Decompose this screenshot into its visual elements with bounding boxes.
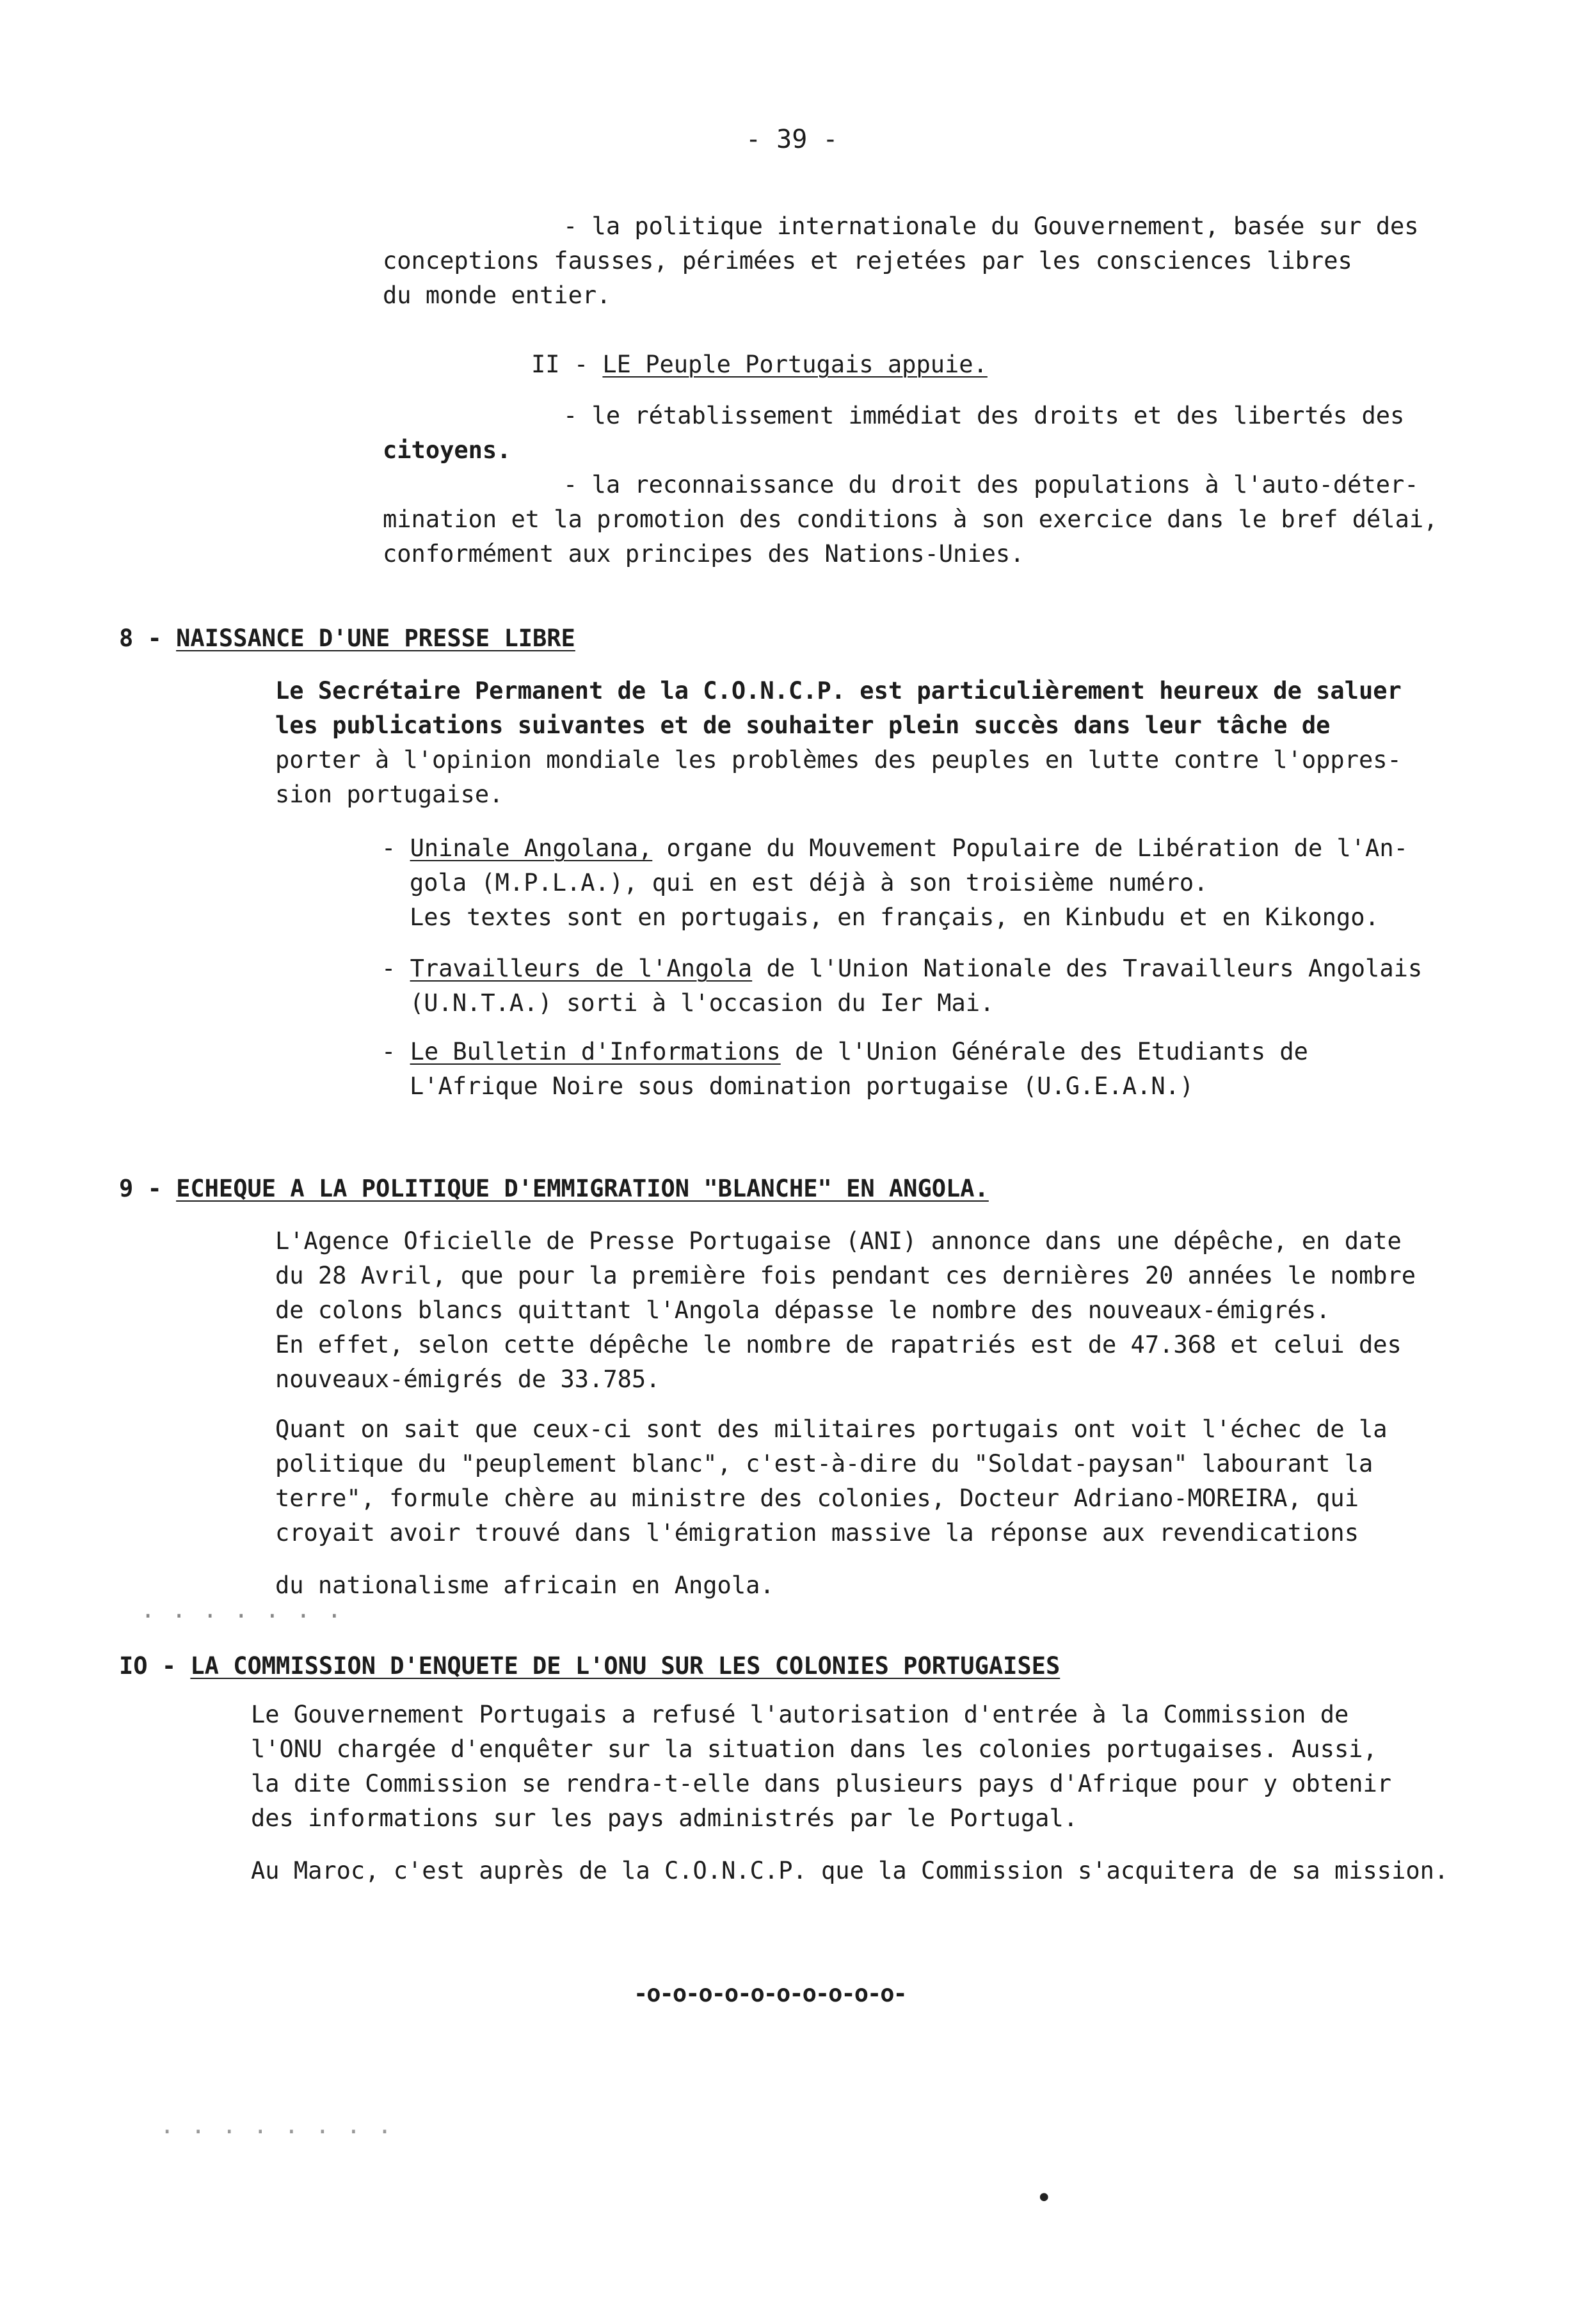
scan-artifact-dot: • <box>1036 2182 1054 2215</box>
publication-item-3-line-2: L'Afrique Noire sous domination portugaise (U.G.E.A.N.) <box>410 1072 1194 1100</box>
section-9-para1-line-3: de colons blancs quittant l'Angola dépasse le nombre des nouveaux-émigrés. <box>275 1296 1331 1324</box>
section-9-number: 9 - <box>119 1175 177 1202</box>
section-8-heading <box>119 625 575 653</box>
publication-title-3: Le Bulletin d'Informations <box>410 1038 781 1065</box>
publication-item-1 <box>381 834 1408 863</box>
section-10-para1-line-4: des informations sur les pays administrés par le Portugal. <box>251 1804 1078 1832</box>
section-10-number: IO - <box>119 1652 191 1680</box>
section-9-para1-line-1: L'Agence Oficielle de Presse Portugaise (ANI) annonce dans une dépêche, en date <box>275 1227 1402 1255</box>
section-ii-line-3: - la reconnaissance du droit des populations à l'auto-déter- <box>563 471 1419 498</box>
publication-item-1-line-2: gola (M.P.L.A.), qui en est déjà à son troisième numéro. <box>410 869 1208 896</box>
section-10-para1-line-3: la dite Commission se rendra-t-elle dans plusieurs pays d'Afrique pour y obtenir <box>251 1770 1392 1797</box>
section-8-para-line-2: les publications suivantes et de souhaiter plein succès dans leur tâche de <box>275 712 1331 739</box>
list-dash: - <box>381 955 410 982</box>
section-ii-line-1: - le rétablissement immédiat des droits et des libertés des <box>563 402 1405 429</box>
section-ii-title: LE Peuple Portugais appuie. <box>602 351 988 378</box>
section-9-para2-line-1: Quant on sait que ceux-ci sont des militaires portugais ont voit l'échec de la <box>275 1415 1388 1443</box>
section-9-para1-line-5: nouveaux-émigrés de 33.785. <box>275 1365 660 1393</box>
scan-artifact-dots: . . . . . . . . <box>160 2112 394 2139</box>
section-9-title: ECHEQUE A LA POLITIQUE D'EMMIGRATION "BLANCHE" EN ANGOLA. <box>176 1175 989 1202</box>
publication-title-1: Uninale Angolana, <box>410 834 653 862</box>
publication-item-3 <box>381 1038 1308 1066</box>
publication-title-2: Travailleurs de l'Angola <box>410 955 753 982</box>
section-ii-line-5: conformément aux principes des Nations-Unies. <box>383 540 1025 568</box>
section-ii-heading <box>531 351 988 379</box>
section-9-heading <box>119 1175 989 1203</box>
section-8-para-line-3: porter à l'opinion mondiale les problèmes des peuples en lutte contre l'oppres- <box>275 746 1402 774</box>
section-9-para1-line-4: En effet, selon cette dépêche le nombre de rapatriés est de 47.368 et celui des <box>275 1331 1402 1358</box>
section-ii-number: II - <box>531 351 603 378</box>
scan-artifact-dots: . . . . . . . <box>141 1596 343 1623</box>
publication-item-1-line-3: Les textes sont en portugais, en français, en Kinbudu et en Kikongo. <box>410 903 1379 931</box>
section-9-para2-line-4: croyait avoir trouvé dans l'émigration massive la réponse aux revendications <box>275 1519 1359 1547</box>
section-10-title: LA COMMISSION D'ENQUETE DE L'ONU SUR LES COLONIES PORTUGAISES <box>190 1652 1061 1680</box>
publication-item-2-line-2: (U.N.T.A.) sorti à l'occasion du Ier Mai. <box>410 989 995 1017</box>
publication-desc-1: organe du Mouvement Populaire de Libération de l'An- <box>652 834 1408 862</box>
section-10-para1-line-1: Le Gouvernement Portugais a refusé l'autorisation d'entrée à la Commission de <box>251 1701 1349 1728</box>
publication-desc-3: de l'Union Générale des Etudiants de <box>780 1038 1308 1065</box>
intro-line-2: conceptions fausses, périmées et rejetées par les consciences libres <box>383 247 1352 275</box>
section-ii-line-4: mination et la promotion des conditions à son exercice dans le bref délai, <box>383 505 1438 533</box>
section-ii-line-2: citoyens. <box>383 436 511 464</box>
section-9-para2-line-2: politique du "peuplement blanc", c'est-à-dire du "Soldat-paysan" labourant la <box>275 1450 1373 1477</box>
end-separator: -o-o-o-o-o-o-o-o-o-o- <box>634 1980 906 2007</box>
list-dash: - <box>381 1038 410 1065</box>
section-8-title: NAISSANCE D'UNE PRESSE LIBRE <box>176 625 575 652</box>
section-8-para-line-4: sion portugaise. <box>275 781 504 808</box>
section-9-para2-line-3: terre", formule chère au ministre des colonies, Docteur Adriano-MOREIRA, qui <box>275 1484 1359 1512</box>
page-number: - 39 - <box>746 125 838 154</box>
section-9-para2-line-5: du nationalisme africain en Angola. <box>275 1572 774 1599</box>
publication-item-2 <box>381 955 1422 983</box>
section-10-para1-line-2: l'ONU chargée d'enquêter sur la situation dans les colonies portugaises. Aussi, <box>251 1735 1377 1763</box>
section-9-para1-line-2: du 28 Avril, que pour la première fois pendant ces dernières 20 années le nombre <box>275 1262 1416 1289</box>
intro-line-3: du monde entier. <box>383 282 611 309</box>
section-8-para-line-1: Le Secrétaire Permanent de la C.O.N.C.P. est particulièrement heureux de saluer <box>275 677 1402 704</box>
section-10-para2: Au Maroc, c'est auprès de la C.O.N.C.P. que la Commission s'acquitera de sa mission. <box>251 1857 1449 1884</box>
section-10-heading <box>119 1652 1060 1680</box>
publication-desc-2: de l'Union Nationale des Travailleurs Angolais <box>752 955 1423 982</box>
intro-line-1: - la politique internationale du Gouvernement, basée sur des <box>563 212 1419 240</box>
list-dash: - <box>381 834 410 862</box>
section-8-number: 8 - <box>119 625 177 652</box>
